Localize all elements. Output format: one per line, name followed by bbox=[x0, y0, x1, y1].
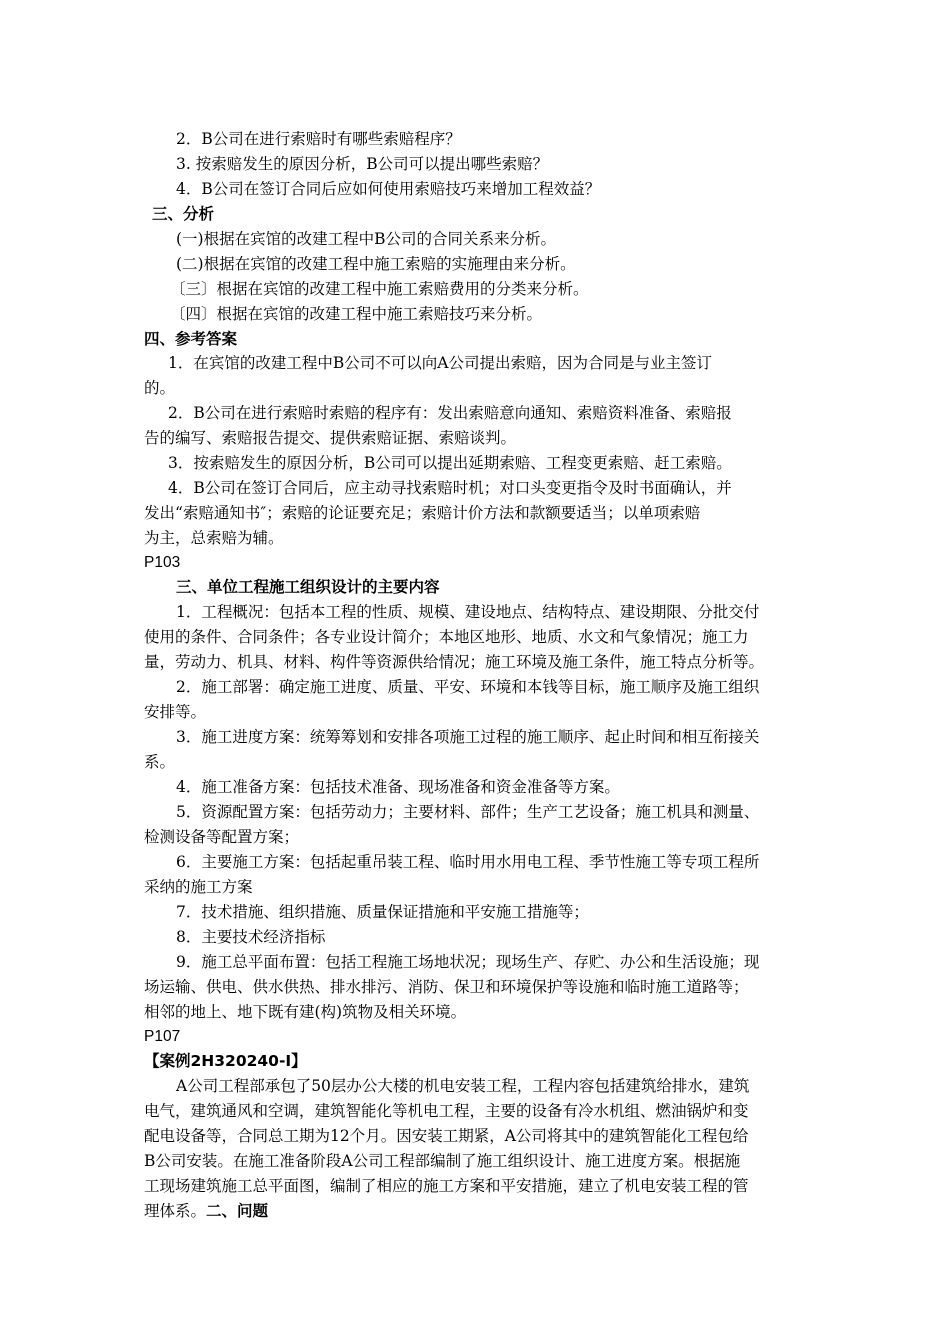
section-item-4: 4．施工准备方案：包括技术准备、现场准备和资金准备等方案。 bbox=[176, 778, 620, 796]
case-paragraph-line-6 bbox=[144, 1201, 268, 1221]
section-item-5-line-1: 5．资源配置方案：包括劳动力；主要材料、部件；生产工艺设备；施工机具和测量、 bbox=[176, 803, 760, 821]
answer-4-line-1: 4．B公司在签订合同后，应主动寻找索赔时机；对口头变更指令及时书面确认，并 bbox=[168, 479, 732, 497]
case-paragraph-line-4: B公司安装。在施工准备阶段A公司工程部编制了施工组织设计、施工进度方案。根据施 bbox=[144, 1152, 741, 1170]
answer-2-line-1: 2．B公司在进行索赔时索赔的程序有：发出索赔意向通知、索赔资料准备、索赔报 bbox=[168, 404, 732, 422]
answer-1-line-1: 1．在宾馆的改建工程中B公司不可以向A公司提出索赔，因为合同是与业主签订 bbox=[168, 354, 712, 372]
section-item-8: 8．主要技术经济指标 bbox=[176, 928, 326, 946]
analysis-item-1: (一)根据在宾馆的改建工程中B公司的合同关系来分析。 bbox=[176, 230, 556, 248]
section-item-6-line-2: 采纳的施工方案 bbox=[144, 878, 253, 896]
analysis-item-4: 〔四〕根据在宾馆的改建工程中施工索赔技巧来分析。 bbox=[170, 305, 543, 323]
case-paragraph-line-1: A公司工程部承包了50层办公大楼的机电安装工程，工程内容包括建筑给排水，建筑 bbox=[176, 1077, 750, 1095]
section-item-2-line-1: 2．施工部署：确定施工进度、质量、平安、环境和本钱等目标，施工顺序及施工组织 bbox=[176, 678, 760, 696]
case-paragraph-line-2: 电气，建筑通风和空调，建筑智能化等机电工程，主要的设备有冷水机组、燃油锅炉和变 bbox=[144, 1102, 749, 1120]
analysis-item-3: 〔三〕根据在宾馆的改建工程中施工索赔费用的分类来分析。 bbox=[170, 280, 589, 298]
case-paragraph-tail: 理体系。 bbox=[144, 1202, 207, 1220]
analysis-item-2: (二)根据在宾馆的改建工程中施工索赔的实施理由来分析。 bbox=[176, 255, 576, 273]
case-paragraph-line-5: 工现场建筑施工总平面图，编制了相应的施工方案和平安措施，建立了机电安装工程的管 bbox=[144, 1177, 749, 1195]
answer-2-line-2: 告的编写、索赔报告提交、提供索赔证据、索赔谈判。 bbox=[144, 429, 517, 447]
page-ref-p103: P103 bbox=[144, 554, 181, 571]
answer-1-line-2: 的。 bbox=[144, 379, 176, 397]
answer-4-line-3: 为主，总索赔为辅。 bbox=[144, 529, 284, 547]
section-item-6-line-1: 6．主要施工方案：包括起重吊装工程、临时用水用电工程、季节性施工等专项工程所 bbox=[176, 853, 760, 871]
section-item-9-line-3: 相邻的地上、地下既有建(构)筑物及相关环境。 bbox=[144, 1003, 467, 1021]
section-item-9-line-2: 场运输、供电、供水供热、排水排污、消防、保卫和环境保护等设施和临时施工道路等； bbox=[144, 978, 749, 996]
case-heading: 【案例2H320240-Ⅰ】 bbox=[144, 1052, 307, 1070]
section-item-5-line-2: 检测设备等配置方案； bbox=[144, 828, 300, 846]
section-item-1-line-2: 使用的条件、合同条件；各专业设计简介；本地区地形、地质、水文和气象情况；施工力 bbox=[144, 628, 749, 646]
case-paragraph-line-3: 配电设备等，合同总工期为12个月。因安装工期紧，A公司将其中的建筑智能化工程包给 bbox=[144, 1127, 749, 1145]
answer-3: 3．按索赔发生的原因分析，B公司可以提出延期索赔、工程变更索赔、赶工索赔。 bbox=[168, 454, 732, 472]
question-3: 3. 按索赔发生的原因分析，B公司可以提出哪些索赔？ bbox=[176, 155, 549, 173]
section-item-3-line-1: 3．施工进度方案：统筹筹划和安排各项施工过程的施工顺序、起止时间和相互衔接关 bbox=[176, 728, 760, 746]
section-item-2-line-2: 安排等。 bbox=[144, 703, 207, 721]
section-heading: 三、单位工程施工组织设计的主要内容 bbox=[176, 578, 440, 596]
section-item-1-line-1: 1．工程概况：包括本工程的性质、规模、建设地点、结构特点、建设期限、分批交付 bbox=[176, 603, 760, 621]
question-4: 4．B公司在签订合同后应如何使用索赔技巧来增加工程效益？ bbox=[176, 180, 601, 198]
question-2: 2．B公司在进行索赔时有哪些索赔程序？ bbox=[176, 130, 461, 148]
answer-4-line-2: 发出“索赔通知书″；索赔的论证要充足；索赔计价方法和款额要适当；以单项索赔 bbox=[144, 504, 701, 522]
section-item-9-line-1: 9．施工总平面布置：包括工程施工场地状况；现场生产、存贮、办公和生活设施；现 bbox=[176, 953, 760, 971]
answer-heading: 四、参考答案 bbox=[144, 330, 238, 348]
section-item-3-line-2: 系。 bbox=[144, 753, 176, 771]
questions-heading: 二、问题 bbox=[206, 1202, 269, 1220]
section-item-7: 7．技术措施、组织措施、质量保证措施和平安施工措施等； bbox=[176, 903, 589, 921]
page-ref-p107: P107 bbox=[144, 1028, 181, 1045]
section-item-1-line-3: 量，劳动力、机具、材料、构件等资源供给情况；施工环境及施工条件，施工特点分析等。 bbox=[144, 653, 765, 671]
analysis-heading: 三、分析 bbox=[152, 205, 215, 223]
